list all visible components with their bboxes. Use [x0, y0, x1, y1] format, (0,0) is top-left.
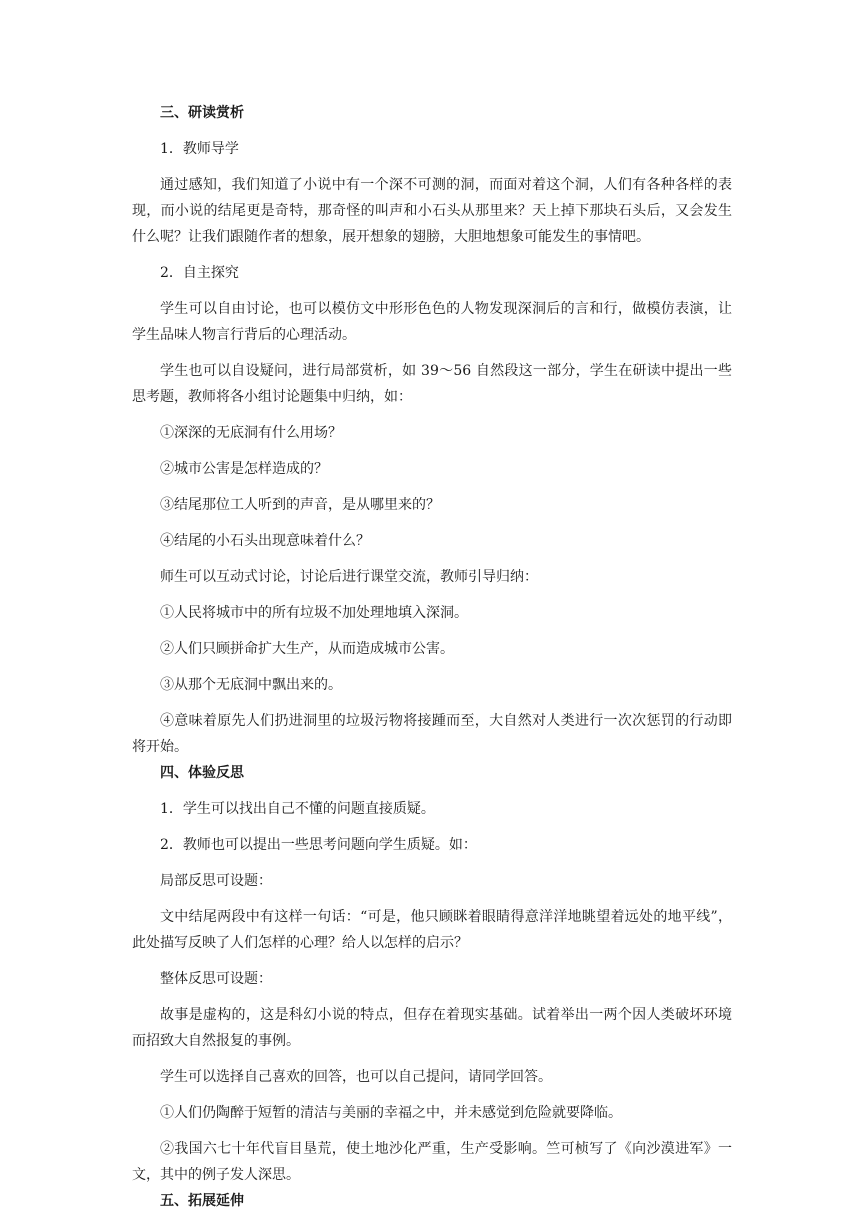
- section-heading-5: 五、拓展延伸: [160, 1193, 244, 1209]
- paragraph-whole-text: 故事是虚构的，这是科幻小说的特点，但存在着现实基础。试着举出一两个因人类破坏环境而招致大自然报复的事例。: [132, 1007, 732, 1049]
- answer-item-3: ③从那个无底洞中飘出来的。: [160, 677, 342, 693]
- answer-item-4: ④意味着原先人们扔进洞里的垃圾污物将接踵而至，大自然对人类进行一次次惩罚的行动即将开始。: [132, 713, 732, 755]
- reflection-item-1: 1．学生可以找出自己不懂的问题直接质疑。: [160, 801, 435, 817]
- paragraph-local-reflection: 局部反思可设题：: [160, 873, 272, 889]
- section-heading-3: 三、研读赏析: [160, 105, 244, 121]
- question-item-3: ③结尾那位工人听到的声音，是从哪里来的？: [160, 497, 440, 513]
- paragraph-answer-intro: 学生可以选择自己喜欢的回答，也可以自己提问，请同学回答。: [160, 1069, 552, 1085]
- paragraph-discussion: 师生可以互动式讨论，讨论后进行课堂交流，教师引导归纳：: [160, 569, 538, 585]
- paragraph-exploration-1: 学生可以自由讨论，也可以模仿文中形形色色的人物发现深洞后的言和行，做模仿表演，让学生品味人物言行背后的心理活动。: [132, 301, 732, 343]
- section-heading-4: 四、体验反思: [160, 765, 244, 781]
- response-item-1: ①人们仍陶醉于短暂的清洁与美丽的幸福之中，并未感觉到危险就要降临。: [160, 1105, 622, 1121]
- answer-item-2: ②人们只顾拼命扩大生产，从而造成城市公害。: [160, 641, 454, 657]
- response-item-2: ②我国六七十年代盲目垦荒，使土地沙化严重，生产受影响。竺可桢写了《向沙漠进军》一文，其中的例子发人深思。: [132, 1141, 732, 1183]
- answer-item-1: ①人民将城市中的所有垃圾不加处理地填入深洞。: [160, 605, 468, 621]
- reflection-item-2: 2．教师也可以提出一些思考问题向学生质疑。如：: [160, 837, 477, 853]
- question-item-4: ④结尾的小石头出现意味着什么？: [160, 533, 370, 549]
- paragraph-exploration-2: 学生也可以自设疑问，进行局部赏析，如 39～56 自然段这一部分，学生在研读中提出一些思考题，教师将各小组讨论题集中归纳，如：: [132, 363, 732, 405]
- question-item-1: ①深深的无底洞有什么用场？: [160, 425, 342, 441]
- subheading-teacher-guide: 1．教师导学: [160, 141, 239, 157]
- paragraph-whole-reflection: 整体反思可设题：: [160, 971, 272, 987]
- document-page: [132, 100, 732, 1214]
- subheading-self-exploration: 2．自主探究: [160, 265, 239, 281]
- question-item-2: ②城市公害是怎样造成的？: [160, 461, 328, 477]
- paragraph-guide-text: 通过感知，我们知道了小说中有一个深不可测的洞，而面对着这个洞，人们有各种各样的表现，而小说的结尾更是奇特，那奇怪的叫声和小石头从那里来？天上掉下那块石头后，又会发生什么呢？让我们跟随作者的想象，展开想象的翅膀，大胆地想象可能发生的事情吧。: [132, 177, 732, 245]
- paragraph-local-text: 文中结尾两段中有这样一句话：“可是，他只顾眯着眼睛得意洋洋地眺望着远处的地平线”，此处描写反映了人们怎样的心理？给人以怎样的启示？: [132, 909, 732, 951]
